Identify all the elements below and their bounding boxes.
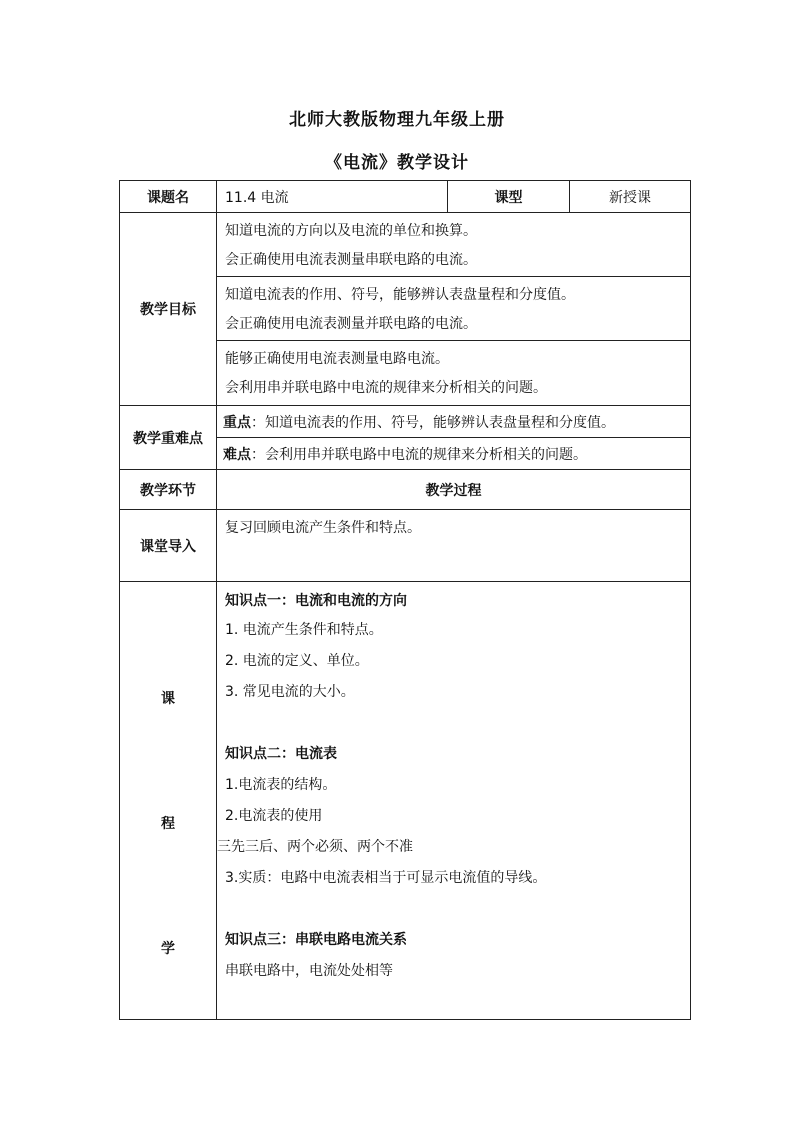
process-header-row <box>120 470 691 510</box>
stage-header: 教学环节 <box>120 470 217 510</box>
knowledge-2-note: 三先三后、两个必须、两个不准 <box>217 839 413 855</box>
key-point-cell <box>217 406 691 438</box>
type-label: 课型 <box>448 181 570 213</box>
process-label-char: 程 <box>161 816 175 832</box>
knowledge-2-item: 3.实质：电路中电流表相当于可显示电流值的导线。 <box>225 870 547 886</box>
objectives-group-2 <box>217 277 691 341</box>
knowledge-3-title: 知识点三：串联电路电流关系 <box>225 932 407 948</box>
knowledge-1-title: 知识点一：电流和电流的方向 <box>225 593 407 609</box>
document-subtitle: 《电流》教学设计 <box>325 153 469 173</box>
process-label-char: 学 <box>161 941 175 957</box>
lesson-process-cell <box>217 582 691 1020</box>
key-points-label: 教学重难点 <box>120 406 217 470</box>
intro-label: 课堂导入 <box>120 510 217 582</box>
objective-line: 知道电流表的作用、符号，能够辨认表盘量程和分度值。 <box>225 287 575 303</box>
difficult-point-label: 难点 <box>223 446 251 463</box>
lesson-plan-table <box>119 180 691 1020</box>
topic-value: 11.4 电流 <box>217 181 448 213</box>
objective-line: 知道电流的方向以及电流的单位和换算。 <box>225 223 477 239</box>
objective-line: 会正确使用电流表测量串联电路的电流。 <box>225 252 477 268</box>
knowledge-1-item: 2. 电流的定义、单位。 <box>225 653 369 669</box>
intro-text: 复习回顾电流产生条件和特点。 <box>225 520 421 536</box>
knowledge-1-item: 1. 电流产生条件和特点。 <box>225 622 383 638</box>
knowledge-2-item: 1.电流表的结构。 <box>225 777 337 793</box>
lesson-process-label <box>120 582 217 1020</box>
process-label-char: 课 <box>161 691 175 707</box>
objectives-group-1 <box>217 213 691 277</box>
objectives-group-3 <box>217 341 691 406</box>
topic-row <box>120 181 691 213</box>
document-title: 北师大教版物理九年级上册 <box>289 110 505 130</box>
key-points-row-1 <box>120 406 691 438</box>
lesson-process-row <box>120 582 691 1020</box>
intro-row <box>120 510 691 582</box>
knowledge-2-title: 知识点二：电流表 <box>225 746 337 762</box>
blank-line <box>225 708 690 739</box>
topic-label: 课题名 <box>120 181 217 213</box>
key-point-label: 重点 <box>223 414 251 431</box>
knowledge-1-item: 3. 常见电流的大小。 <box>225 684 355 700</box>
type-value: 新授课 <box>570 181 691 213</box>
blank-line <box>225 894 690 925</box>
knowledge-3-text: 串联电路中，电流处处相等 <box>225 963 393 979</box>
objectives-label: 教学目标 <box>120 213 217 406</box>
intro-cell <box>217 510 691 582</box>
objective-line: 会利用串并联电路中电流的规律来分析相关的问题。 <box>225 380 547 396</box>
knowledge-2-item: 2.电流表的使用 <box>225 808 323 824</box>
difficult-point-cell <box>217 438 691 470</box>
objectives-row-1 <box>120 213 691 277</box>
objective-line: 能够正确使用电流表测量电路电流。 <box>225 351 449 367</box>
process-header: 教学过程 <box>217 470 691 510</box>
key-point-text: ：知道电流表的作用、符号，能够辨认表盘量程和分度值。 <box>251 414 615 431</box>
difficult-point-text: ：会利用串并联电路中电流的规律来分析相关的问题。 <box>251 446 587 463</box>
objective-line: 会正确使用电流表测量并联电路的电流。 <box>225 316 477 332</box>
